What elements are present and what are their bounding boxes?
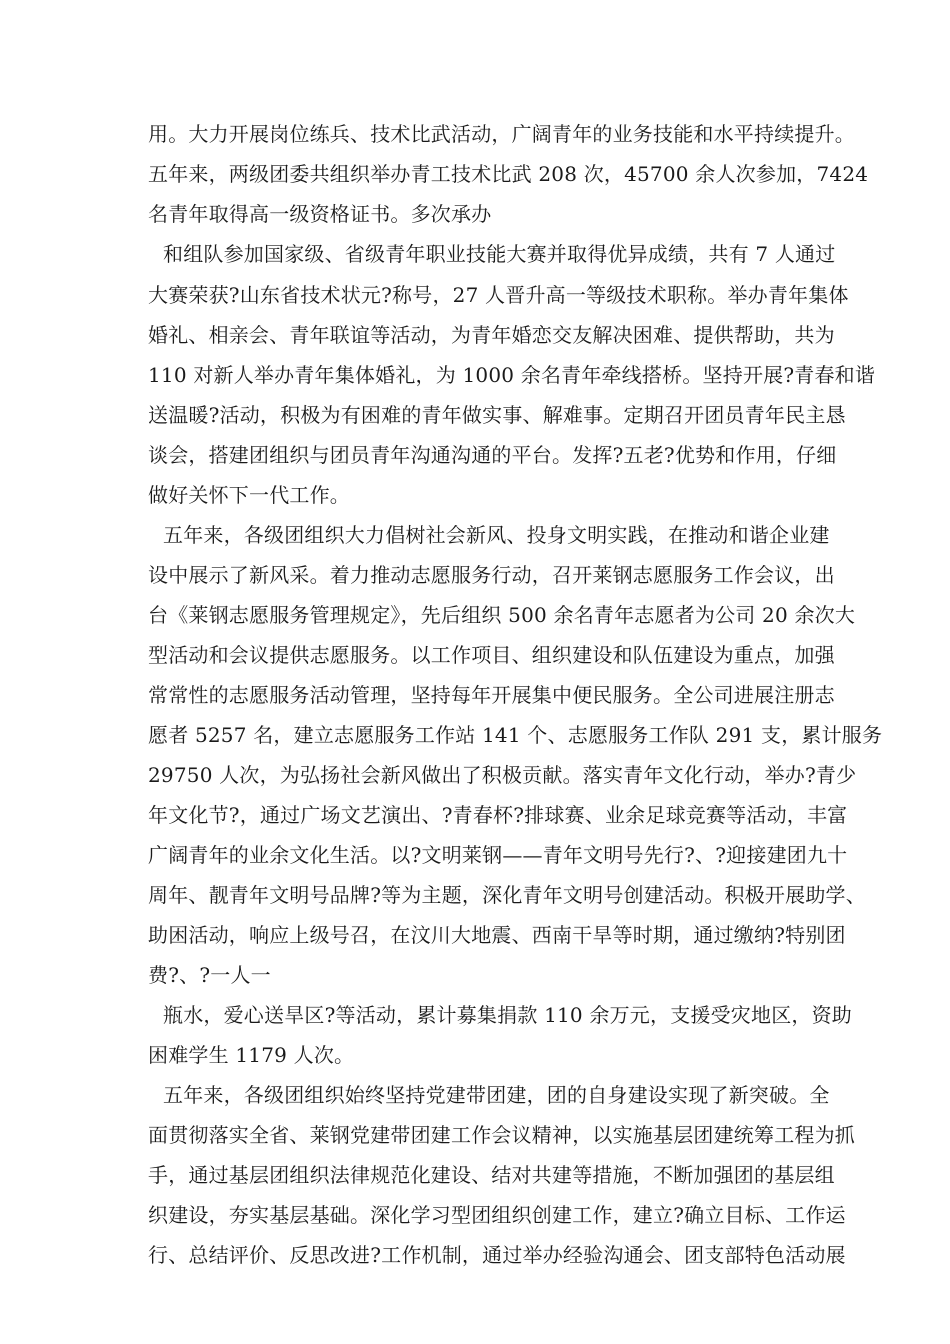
text-line: 五年来，各级团组织大力倡树社会新风、投身文明实践，在推动和谐企业建 [163,523,830,547]
text-line: 周年、靓青年文明号品牌?等为主题，深化青年文明号创建活动。积极开展助学、 [148,883,866,907]
text-line: 愿者 5257 名，建立志愿服务工作站 141 个、志愿服务工作队 291 支，累计服务 [148,723,883,747]
text-line: 29750 人次，为弘扬社会新风做出了积极贡献。落实青年文化行动，举办?青少 [148,763,857,787]
text-line: 110 对新人举办青年集体婚礼，为 1000 余名青年牵线搭桥。坚持开展?青春和谐 [148,363,876,387]
text-line: 织建设，夯实基层基础。深化学习型团组织创建工作，建立?确立目标、工作运 [148,1203,846,1227]
text-line: 婚礼、相亲会、青年联谊等活动，为青年婚恋交友解决困难、提供帮助，共为 [148,323,835,347]
text-line: 送温暖?活动，积极为有困难的青年做实事、解难事。定期召开团员青年民主恳 [148,403,846,427]
text-line: 常常性的志愿服务活动管理，坚持每年开展集中便民服务。全公司进展注册志 [148,683,835,707]
text-line: 瓶水，爱心送旱区?等活动，累计募集捐款 110 余万元，支援受灾地区，资助 [163,1003,853,1027]
text-line: 用。大力开展岗位练兵、技术比武活动，广阔青年的业务技能和水平持续提升。 [148,122,855,146]
text-line: 谈会，搭建团组织与团员青年沟通沟通的平台。发挥?五老?优势和作用，仔细 [148,443,837,467]
text-line: 五年来，各级团组织始终坚持党建带团建，团的自身建设实现了新突破。全 [163,1083,830,1107]
text-line: 手，通过基层团组织法律规范化建设、结对共建等措施，不断加强团的基层组 [148,1163,835,1187]
text-line: 困难学生 1179 人次。 [148,1043,355,1067]
text-line: 和组队参加国家级、省级青年职业技能大赛并取得优异成绩，共有 7 人通过 [163,242,836,266]
text-line: 设中展示了新风采。着力推动志愿服务行动，召开莱钢志愿服务工作会议，出 [148,563,835,587]
text-line: 面贯彻落实全省、莱钢党建带团建工作会议精神，以实施基层团建统筹工程为抓 [148,1123,855,1147]
text-line: 助困活动，响应上级号召，在汶川大地震、西南干旱等时期，通过缴纳?特别团 [148,923,846,947]
text-line: 型活动和会议提供志愿服务。以工作项目、组织建设和队伍建设为重点，加强 [148,643,835,667]
text-line: 广阔青年的业余文化生活。以?文明莱钢——青年文明号先行?、?迎接建团九十 [148,843,848,867]
text-line: 行、总结评价、反思改进?工作机制，通过举办经验沟通会、团支部特色活动展 [148,1243,846,1267]
text-line: 费?、?一人一 [148,963,271,987]
text-line: 大赛荣获?山东省技术状元?称号，27 人晋升高一等级技术职称。举办青年集体 [148,283,849,307]
text-line: 五年来，两级团委共组织举办青工技术比武 208 次，45700 余人次参加，7424 [148,162,869,186]
text-line: 做好关怀下一代工作。 [148,483,350,507]
text-line: 年文化节?，通过广场文艺演出、?青春杯?排球赛、业余足球竞赛等活动，丰富 [148,803,848,827]
text-line: 名青年取得高一级资格证书。多次承办 [148,202,492,226]
text-line: 台《莱钢志愿服务管理规定》，先后组织 500 余名青年志愿者为公司 20 余次大 [148,603,856,627]
